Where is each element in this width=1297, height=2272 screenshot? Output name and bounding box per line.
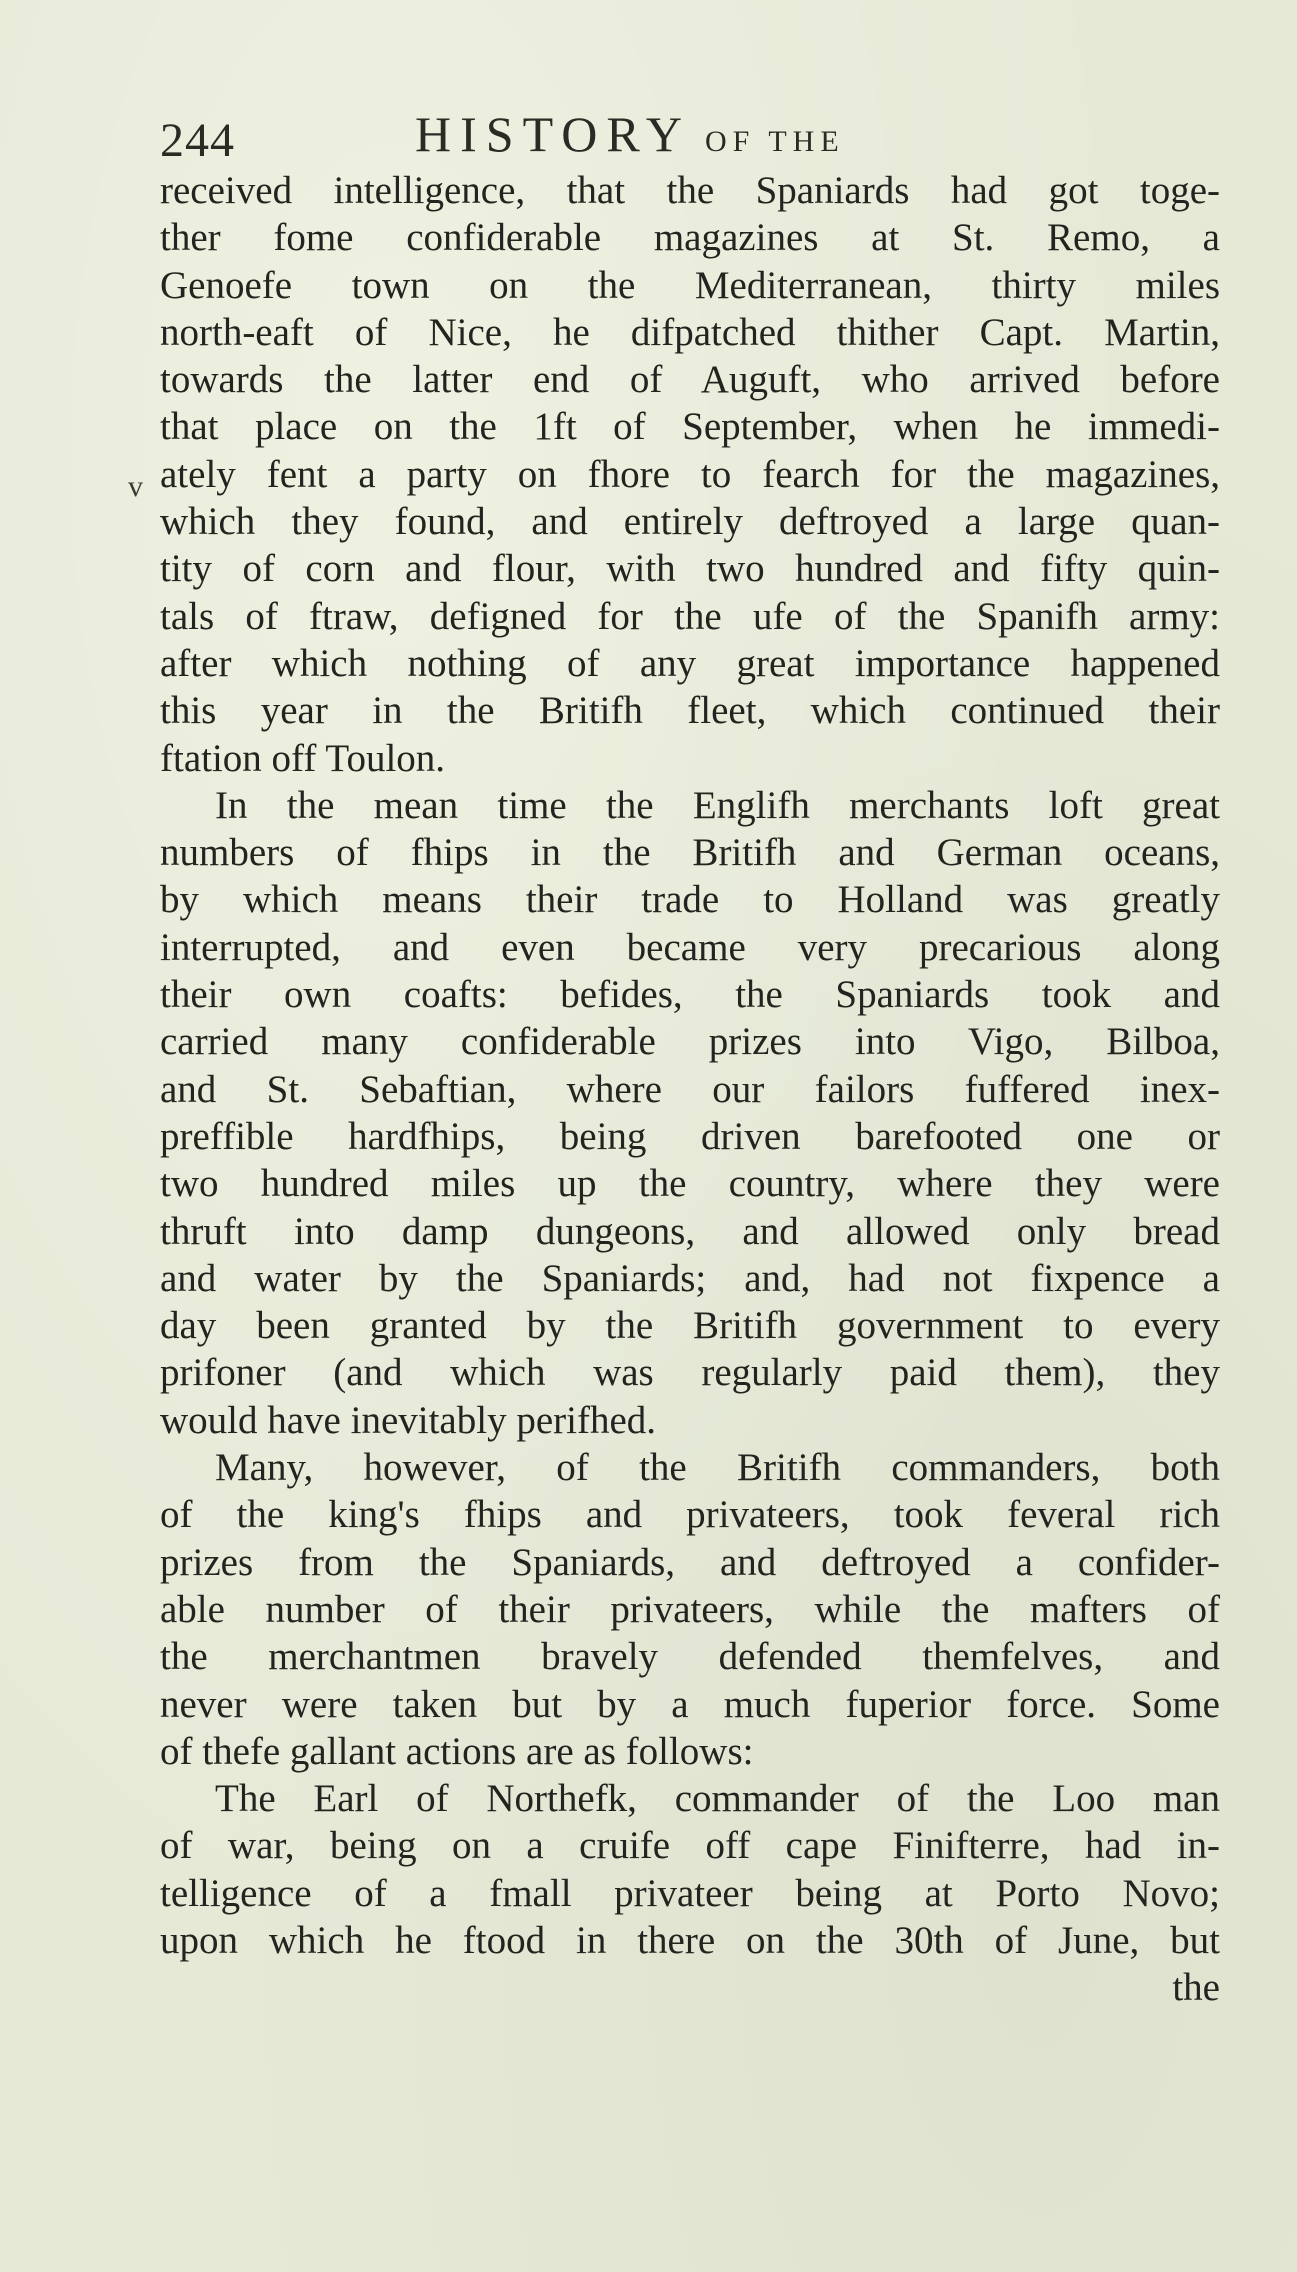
text-line: The Earl of Northefk, commander of the Loo man [215,1777,1220,1821]
text-line: would have inevitably perifhed. [160,1398,657,1442]
catchword: the [1172,1966,1220,2010]
text-line: received intelligence, that the Spaniards had got toge- [160,169,1220,212]
text-line: preffible hardfhips, being driven barefooted one or [160,1114,1220,1158]
text-line: ftation off Toulon. [160,736,446,780]
text-line: this year in the Britifh fleet, which continued their [160,689,1220,733]
text-line: In the mean time the Englifh merchants loft great [215,783,1220,827]
text-line: and St. Sebaftian, where our failors fuffered inex- [160,1067,1220,1111]
running-title-main: HISTORY [415,106,692,162]
text-line: their own coafts: befides, the Spaniards took and [160,973,1220,1017]
text-line: interrupted, and even became very precarious along [160,925,1220,969]
text-line: tity of corn and flour, with two hundred and fifty quin- [160,547,1220,591]
margin-mark: ᴠ [128,470,143,503]
text-line: ately fent a party on fhore to fearch for the magazines, [160,452,1220,496]
text-line: after which nothing of any great importance happened [160,641,1220,685]
text-line: prifoner (and which was regularly paid them), they [160,1351,1220,1395]
running-title [415,105,845,163]
text-line: day been granted by the Britifh government to every [160,1304,1220,1348]
text-line: upon which he ftood in there on the 30th of June, but [160,1918,1220,1962]
body-text [160,167,1220,2012]
text-line: towards the latter end of Auguft, who arrived before [160,358,1220,402]
text-line: numbers of fhips in the Britifh and German oceans, [160,831,1220,875]
text-line: Many, however, of the Britifh commanders, both [215,1446,1220,1490]
text-line: two hundred miles up the country, where they were [160,1162,1220,1206]
text-line: of the king's fhips and privateers, took feveral rich [160,1493,1220,1537]
page-number: 244 [160,114,235,167]
text-line: north-eaft of Nice, he difpatched thither Capt. Martin, [160,310,1220,354]
text-line: tals of ftraw, defigned for the ufe of the Spanifh army: [160,594,1220,638]
text-line: that place on the 1ft of September, when he immedi- [160,405,1220,449]
running-header [160,105,1220,165]
text-line: which they found, and entirely deftroyed a large quan- [160,500,1220,544]
text-line: never were taken but by a much fuperior force. Some [160,1682,1220,1726]
text-line: ther fome confiderable magazines at St. Remo, a [160,216,1220,260]
text-line: telligence of a fmall privateer being at Porto Novo; [160,1871,1220,1915]
text-line: Genoefe town on the Mediterranean, thirty miles [160,263,1220,307]
text-line: prizes from the Spaniards, and deftroyed a confider- [160,1540,1220,1584]
text-line: thruft into damp dungeons, and allowed only bread [160,1209,1220,1253]
text-line: of thefe gallant actions are as follows: [160,1729,754,1773]
text-line: able number of their privateers, while the mafters of [160,1587,1220,1631]
text-line: carried many confiderable prizes into Vigo, Bilboa, [160,1020,1220,1064]
running-title-small: OF THE [705,125,845,158]
text-line: of war, being on a cruife off cape Finifterre, had in- [160,1824,1220,1868]
text-line: by which means their trade to Holland was greatly [160,878,1220,922]
text-line: the merchantmen bravely defended themfelves, and [160,1635,1220,1679]
text-line: and water by the Spaniards; and, had not fixpence a [160,1256,1220,1300]
